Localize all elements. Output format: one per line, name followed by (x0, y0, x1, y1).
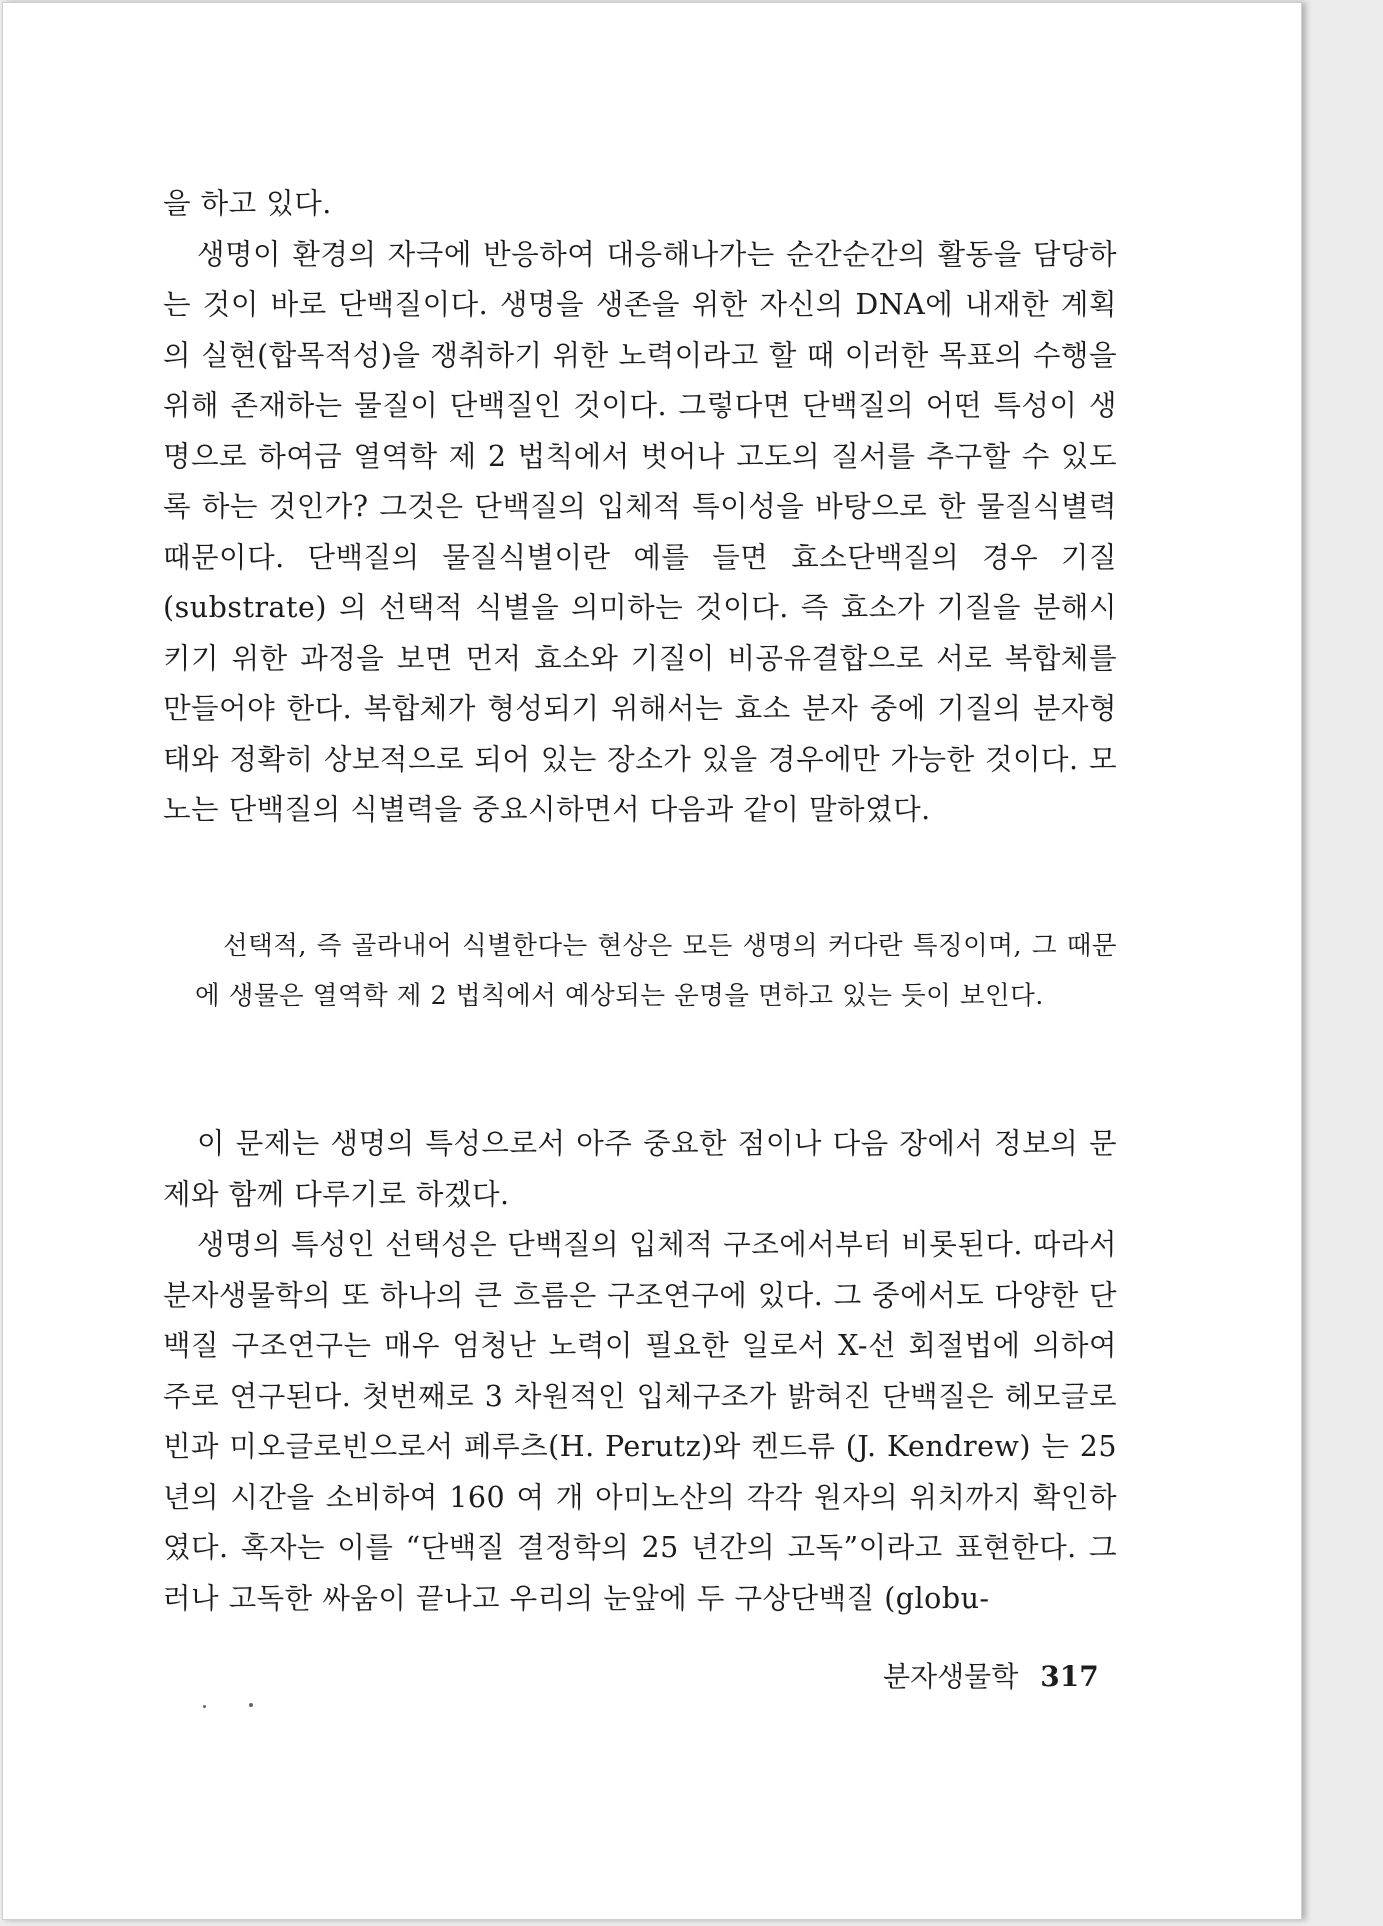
scan-specks (203, 1703, 263, 1713)
body-text-lower (163, 1119, 1117, 1624)
book-page (2, 2, 1302, 1920)
paragraph-structure-research: 생명의 특성인 선택성은 단백질의 입체적 구조에서부터 비롯된다. 따라서 분자생물학의 또 하나의 큰 흐름은 구조연구에 있다. 그 중에서도 다양한 단백질 구조연구는 매우 엄청난 노력이 필요한 일로서 X-선 회절법에 의하여 주로 연구된다. 첫번째로 3 차원적인 입체구조가 밝혀진 단백질은 헤모글로빈과 미오글로빈으로서 페루츠(H. Perutz)와 켄드류 (J. Kendrew) 는 25 년의 시간을 소비하여 160 여 개 아미노산의 각각 원자의 위치까지 확인하였다. 혹자는 이를 “단백질 결정학의 25 년간의 고독”이라고 표현한다. 그러나 고독한 싸움이 끝나고 우리의 눈앞에 두 구상단백질 (globu- (163, 1228, 1117, 1615)
speck (203, 1705, 206, 1708)
paragraph-continuation: 을 하고 있다. (163, 187, 332, 220)
paragraph-protein-function: 생명이 환경의 자극에 반응하여 대응해나가는 순간순간의 활동을 담당하는 것이 바로 단백질이다. 생명을 생존을 위한 자신의 DNA에 내재한 계획의 실현(합목적성)을 쟁취하기 위한 노력이라고 할 때 이러한 목표의 수행을 위해 존재하는 물질이 단백질인 것이다. 그렇다면 단백질의 어떤 특성이 생명으로 하여금 열역학 제 2 법칙에서 벗어나 고도의 질서를 추구할 수 있도록 하는 것인가? 그것은 단백질의 입체적 특이성을 바탕으로 한 물질식별력 때문이다. 단백질의 물질식별이란 예를 들면 효소단백질의 경우 기질 (substrate) 의 선택적 식별을 의미하는 것이다. 즉 효소가 기질을 분해시키기 위한 과정을 보면 먼저 효소와 기질이 비공유결합으로 서로 복합체를 만들어야 한다. 복합체가 형성되기 위해서는 효소 분자 중에 기질의 분자형태와 정확히 상보적으로 되어 있는 장소가 있을 경우에만 가능한 것이다. 모노는 단백질의 식별력을 중요시하면서 다음과 같이 말하였다. (163, 237, 1117, 826)
running-title: 분자생물학 (883, 1660, 1019, 1693)
quote-text: 선택적, 즉 골라내어 식별한다는 현상은 모든 생명의 커다란 특징이며, 그 때문에 생물은 열역학 제 2 법칙에서 예상되는 운명을 면하고 있는 듯이 보인다. (195, 931, 1117, 1011)
block-quote (195, 921, 1117, 1021)
page-number: 317 (1040, 1660, 1099, 1693)
speck (249, 1703, 253, 1707)
paragraph-information-problem: 이 문제는 생명의 특성으로서 아주 중요한 점이나 다음 장에서 정보의 문제와 함께 다루기로 하겠다. (163, 1127, 1117, 1211)
page-footer (883, 1655, 1153, 1695)
body-text-upper (163, 179, 1117, 836)
